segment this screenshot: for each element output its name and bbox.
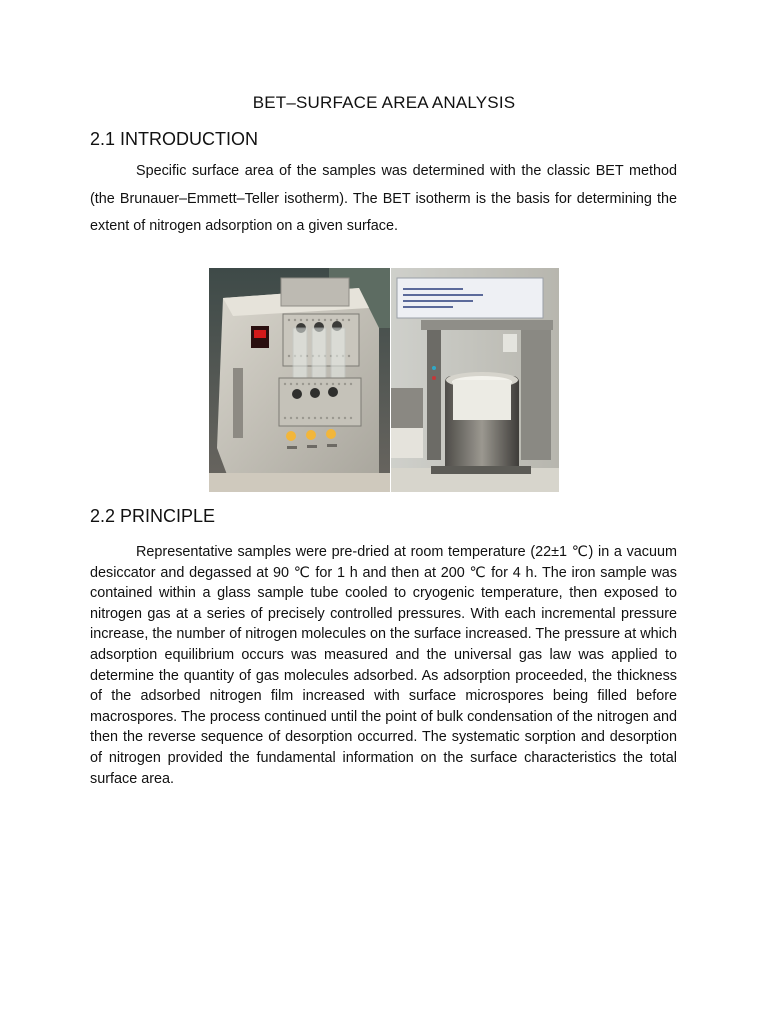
surface-area-analyzer-photo	[391, 268, 559, 492]
degassing-station-photo	[209, 268, 390, 492]
section-heading-principle: 2.2 PRINCIPLE	[90, 506, 216, 526]
introduction-text: Specific surface area of the samples was determined with the classic BET method (the Brunauer–Emmett–Teller isotherm). The BET isotherm is the basis for determining the extent of nitrogen adsorption on a given surface.	[90, 163, 677, 234]
document-title: BET–SURFACE AREA ANALYSIS	[252, 93, 516, 112]
introduction-paragraph	[90, 158, 677, 241]
principle-text: Representative samples were pre-dried at room temperature (22±1 ℃) in a vacuum desiccator and degassed at 90 ℃ for 1 h and then at 200 ℃ for 4 h. The iron sample was contained within a glass sample tube cooled to cryogenic temperature, then exposed to nitrogen gas at a series of precisely controlled pressures. With each incremental pressure increase, the number of nitrogen molecules on the surface increased. The pressure at which adsorption equilibrium occurs was measured and the universal gas law was applied to determine the quantity of gas molecules adsorbed. As adsorption proceeded, the thickness of the adsorbed nitrogen film increased with surface microspores being filled before macrospores. The process continued until the point of bulk condensation of the nitrogen and then the reverse sequence of desorption occurred. The systematic sorption and desorption of nitrogen provided the fundamental information on the surface characteristics the total surface area.	[90, 544, 677, 787]
section-heading-introduction: 2.1 INTRODUCTION	[90, 129, 259, 149]
principle-paragraph	[90, 542, 677, 789]
